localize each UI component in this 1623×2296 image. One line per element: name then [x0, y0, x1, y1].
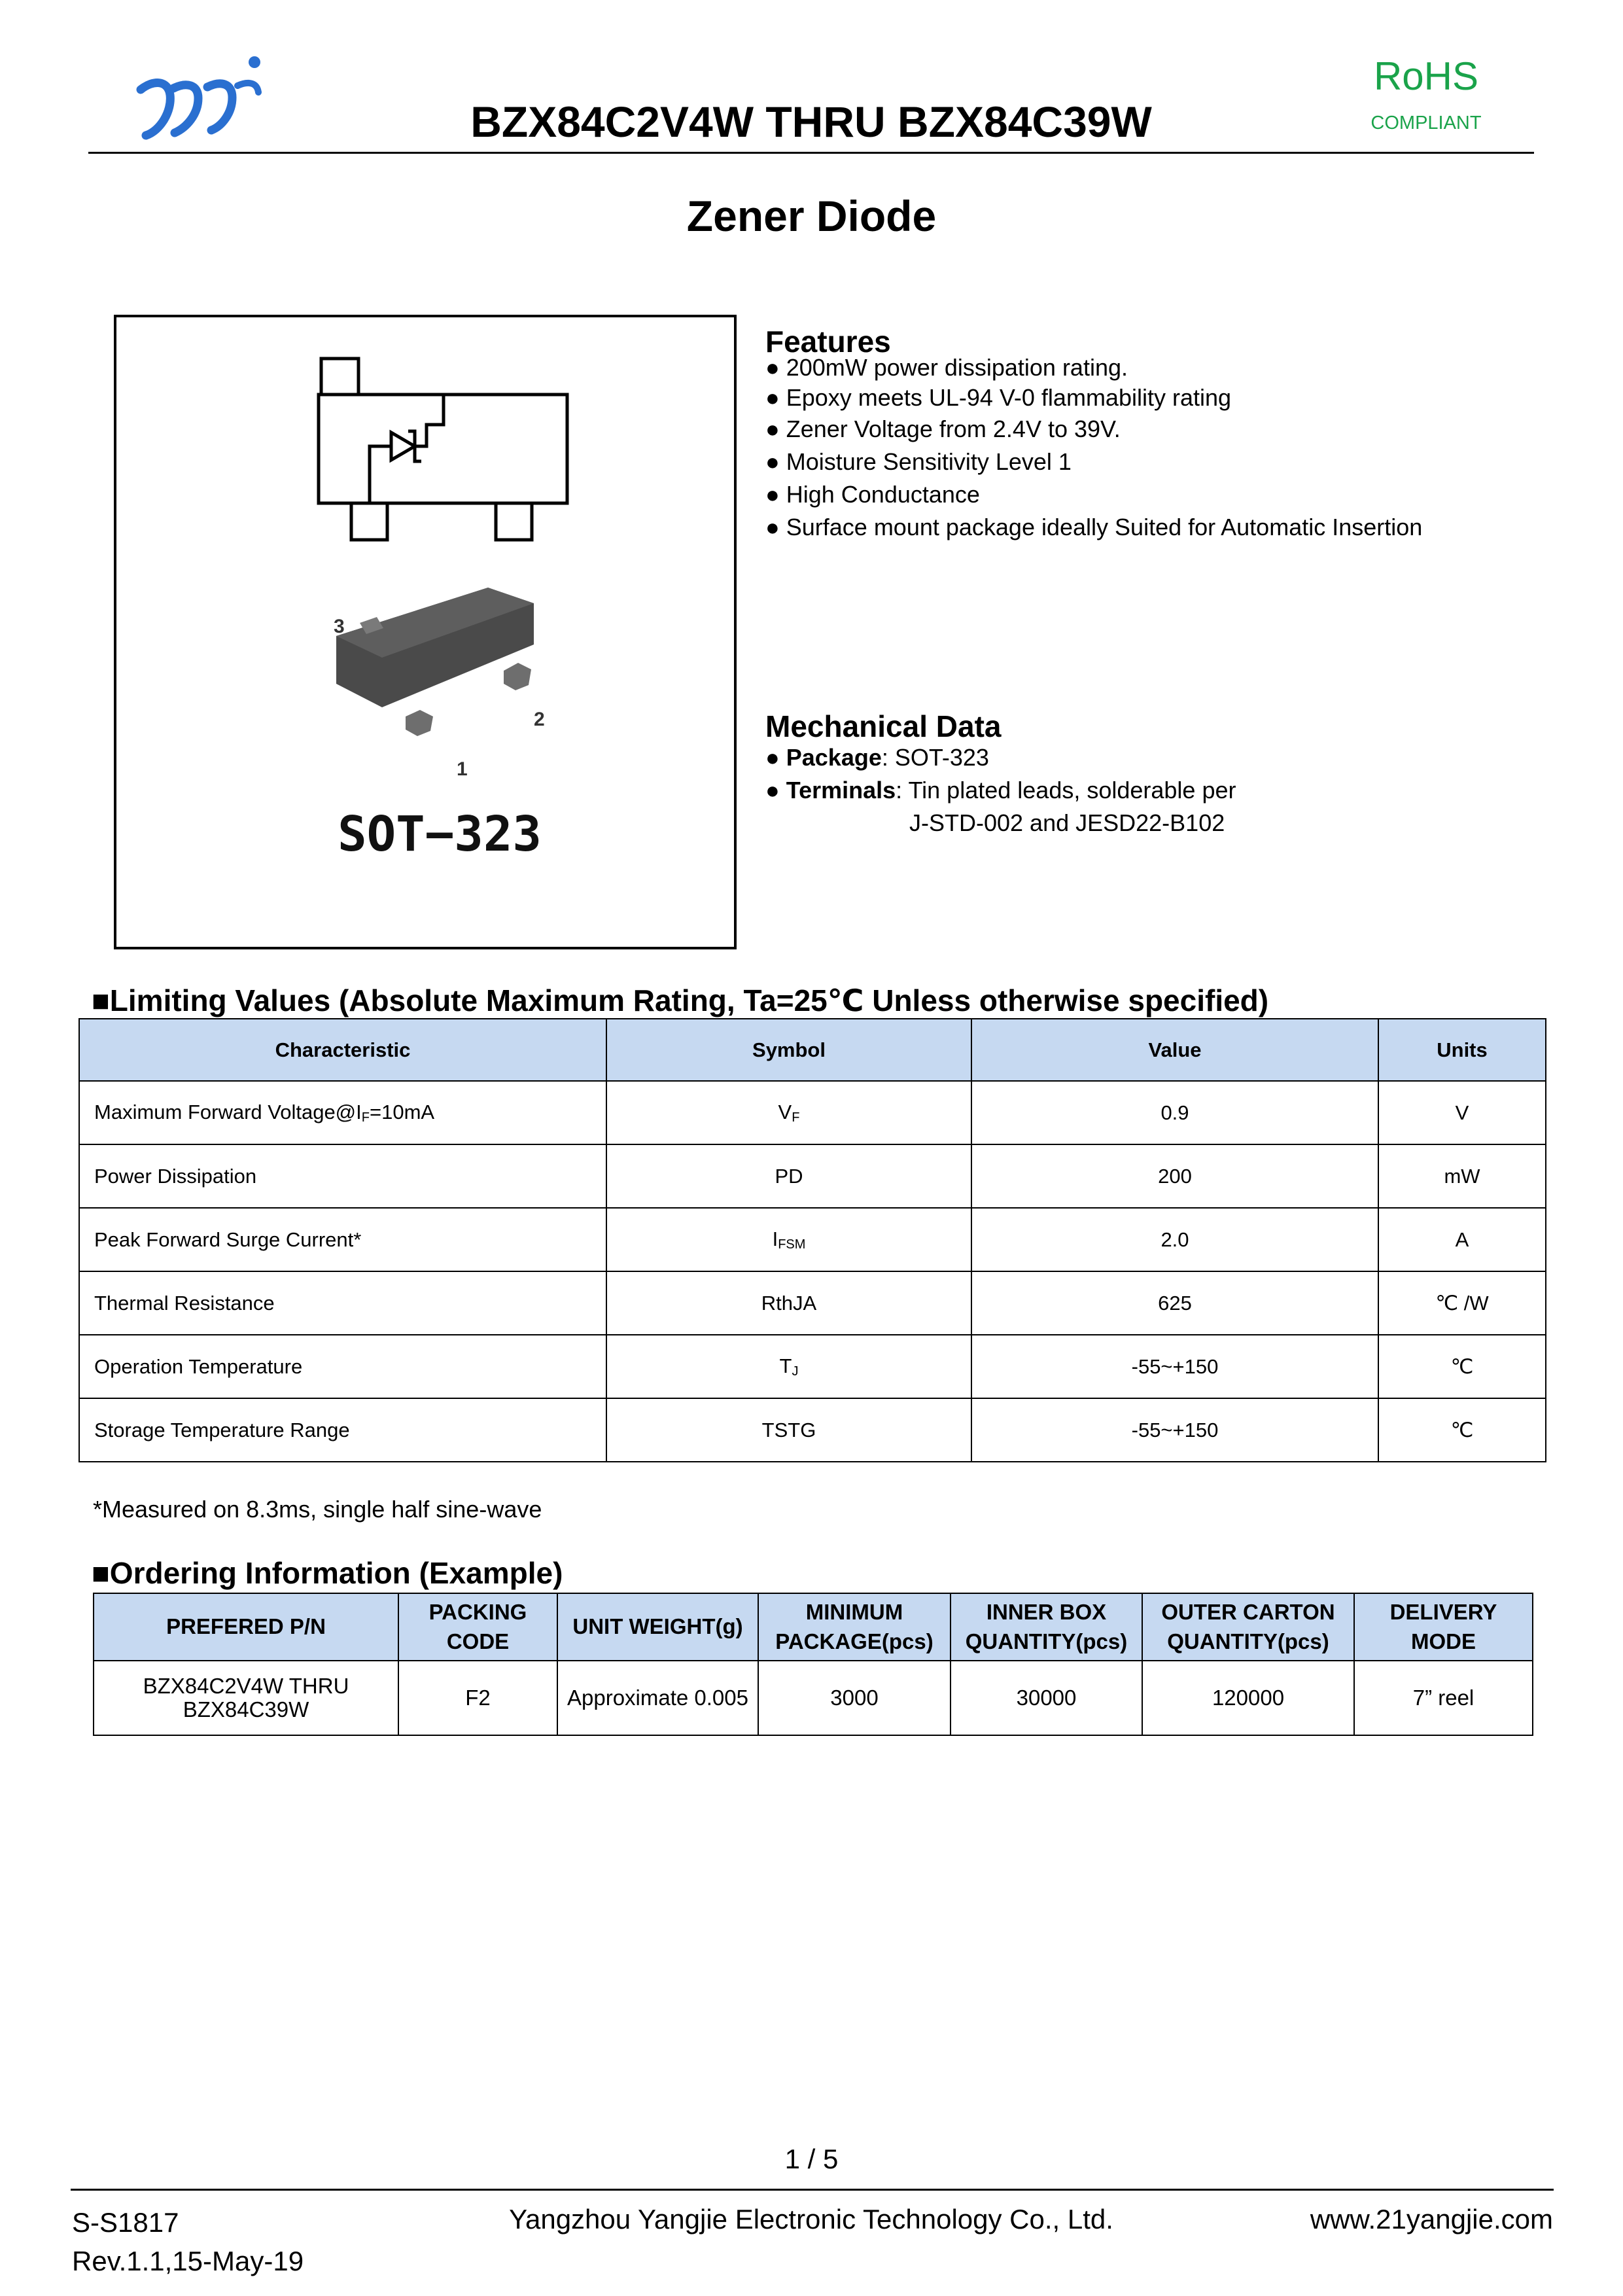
table-header-row: [79, 1019, 1546, 1081]
value-cell: 625: [971, 1271, 1378, 1335]
outer-carton-cell: 120000: [1142, 1661, 1354, 1735]
header-min-package: MINIMUM PACKAGE(pcs): [758, 1593, 951, 1661]
value-cell: 2.0: [971, 1208, 1378, 1271]
page-number: 1 / 5: [784, 2144, 839, 2174]
unit-cell: V: [1378, 1081, 1546, 1144]
ordering-info-table: [93, 1593, 1533, 1736]
symbol-cell: $T_J$: [606, 1335, 971, 1398]
symbol-cell: $V_F$: [606, 1081, 971, 1144]
package-name-label: SOT−323: [338, 806, 542, 862]
feature-item: ● 200mW power dissipation rating.: [765, 354, 1128, 381]
value-cell: -55~+150: [971, 1335, 1378, 1398]
pin-label-2: 2: [534, 709, 545, 730]
unit-weight-cell: Approximate 0.005: [557, 1661, 758, 1735]
table-row: [79, 1144, 1546, 1208]
inner-box-cell: 30000: [951, 1661, 1142, 1735]
package-image-frame: [114, 315, 737, 949]
header-delivery-mode: DELIVERY MODE: [1354, 1593, 1533, 1661]
pin-label-1: 1: [457, 758, 468, 780]
unit-cell: A: [1378, 1208, 1546, 1271]
table-row: [79, 1398, 1546, 1462]
characteristic-cell: Peak Forward Surge Current*: [79, 1208, 606, 1271]
characteristic-cell: Thermal Resistance: [79, 1271, 606, 1335]
features-heading: Features: [765, 325, 891, 359]
table-row: [79, 1081, 1546, 1144]
package-label: Package: [786, 744, 882, 771]
header-title: BZX84C2V4W THRU BZX84C39W: [470, 97, 1152, 146]
footer-divider: [71, 2189, 1554, 2191]
terminals-label: Terminals: [786, 777, 896, 804]
table-header-row: [94, 1593, 1533, 1661]
schematic-pin-1: [351, 503, 387, 540]
unit-cell: ℃: [1378, 1398, 1546, 1462]
header-unit-weight: UNIT WEIGHT(g): [557, 1593, 758, 1661]
zener-triangle: [391, 433, 415, 460]
pin-label-3: 3: [334, 616, 345, 637]
limiting-values-table: [79, 1018, 1546, 1462]
header-divider: [88, 152, 1534, 154]
symbol-cell: TSTG: [606, 1398, 971, 1462]
characteristic-cell: Operation Temperature: [79, 1335, 606, 1398]
header-packing-code: PACKING CODE: [398, 1593, 557, 1661]
table-row: [79, 1208, 1546, 1271]
unit-cell: ℃: [1378, 1335, 1546, 1398]
header-inner-box: INNER BOX QUANTITY(pcs): [951, 1593, 1142, 1661]
symbol-cell: $I_{FSM}$: [606, 1208, 971, 1271]
characteristic-cell: Maximum Forward $Voltage@I_F=10mA$: [79, 1081, 606, 1144]
header-outer-carton: OUTER CARTON QUANTITY(pcs): [1142, 1593, 1354, 1661]
unit-cell: ℃ /W: [1378, 1271, 1546, 1335]
rohs-mark: RoHS: [1373, 54, 1479, 98]
document-code: [72, 2204, 304, 2281]
schematic-wire: [415, 395, 444, 446]
terminals-continuation: J-STD-002 and JESD22-B102: [909, 809, 1225, 836]
header-value: Value: [971, 1019, 1378, 1081]
min-package-cell: 3000: [758, 1661, 951, 1735]
packing-code-cell: F2: [398, 1661, 557, 1735]
header-units: Units: [1378, 1019, 1546, 1081]
company-logo: [134, 49, 271, 144]
header-pn: PREFERED P/N: [94, 1593, 398, 1661]
doc-code-number: S-S1817: [72, 2207, 179, 2238]
header-symbol: Symbol: [606, 1019, 971, 1081]
terminals-value: : Tin plated leads, solderable per: [896, 777, 1236, 804]
doc-revision: Rev.1.1,15-May-19: [72, 2245, 304, 2276]
feature-item: ● Epoxy meets UL-94 V-0 flammability rating: [765, 384, 1232, 411]
pn-cell: BZX84C2V4W THRU BZX84C39W: [94, 1661, 398, 1735]
symbol-cell: RthJA: [606, 1271, 971, 1335]
mechanical-package-line: ● Package: SOT-323: [765, 744, 989, 771]
feature-item: ● Moisture Sensitivity Level 1: [765, 448, 1072, 475]
package-lead-2: [504, 663, 531, 690]
schematic-pin-2: [496, 503, 532, 540]
package-illustration: [116, 317, 734, 947]
schematic-wire: [370, 446, 391, 503]
schematic-pin-3: [321, 359, 358, 395]
value-cell: 0.9: [971, 1081, 1378, 1144]
package-lead-1: [406, 710, 433, 736]
package-value: : SOT-323: [881, 744, 989, 771]
header-characteristic: Characteristic: [79, 1019, 606, 1081]
limiting-values-heading: ■Limiting Values (Absolute Maximum Rating, Ta=25℃ Unless otherwise specified): [92, 983, 1269, 1017]
website-link[interactable]: www.21yangjie.com: [1310, 2204, 1553, 2234]
mechanical-data-heading: Mechanical Data: [765, 709, 1002, 743]
unit-cell: mW: [1378, 1144, 1546, 1208]
characteristic-cell: Power Dissipation: [79, 1144, 606, 1208]
table-row: [79, 1271, 1546, 1335]
characteristic-cell: Storage Temperature Range: [79, 1398, 606, 1462]
table-row: [79, 1335, 1546, 1398]
feature-item: ● Surface mount package ideally Suited for Automatic Insertion: [765, 514, 1423, 540]
value-cell: -55~+150: [971, 1398, 1378, 1462]
mechanical-terminals-line: ● Terminals: Tin plated leads, solderable per: [765, 777, 1236, 804]
feature-item: ● High Conductance: [765, 481, 980, 508]
delivery-mode-cell: 7” reel: [1354, 1661, 1533, 1735]
footnote: *Measured on 8.3ms, single half sine-wave: [93, 1496, 542, 1523]
table-row: [94, 1661, 1533, 1735]
ordering-info-heading: ■Ordering Information (Example): [92, 1556, 563, 1590]
feature-item: ● Zener Voltage from 2.4V to 39V.: [765, 415, 1121, 442]
value-cell: 200: [971, 1144, 1378, 1208]
rohs-compliant-label: COMPLIANT: [1370, 113, 1482, 133]
document-title: Zener Diode: [686, 192, 937, 240]
company-name: Yangzhou Yangjie Electronic Technology Co., Ltd.: [509, 2204, 1113, 2234]
symbol-cell: PD: [606, 1144, 971, 1208]
